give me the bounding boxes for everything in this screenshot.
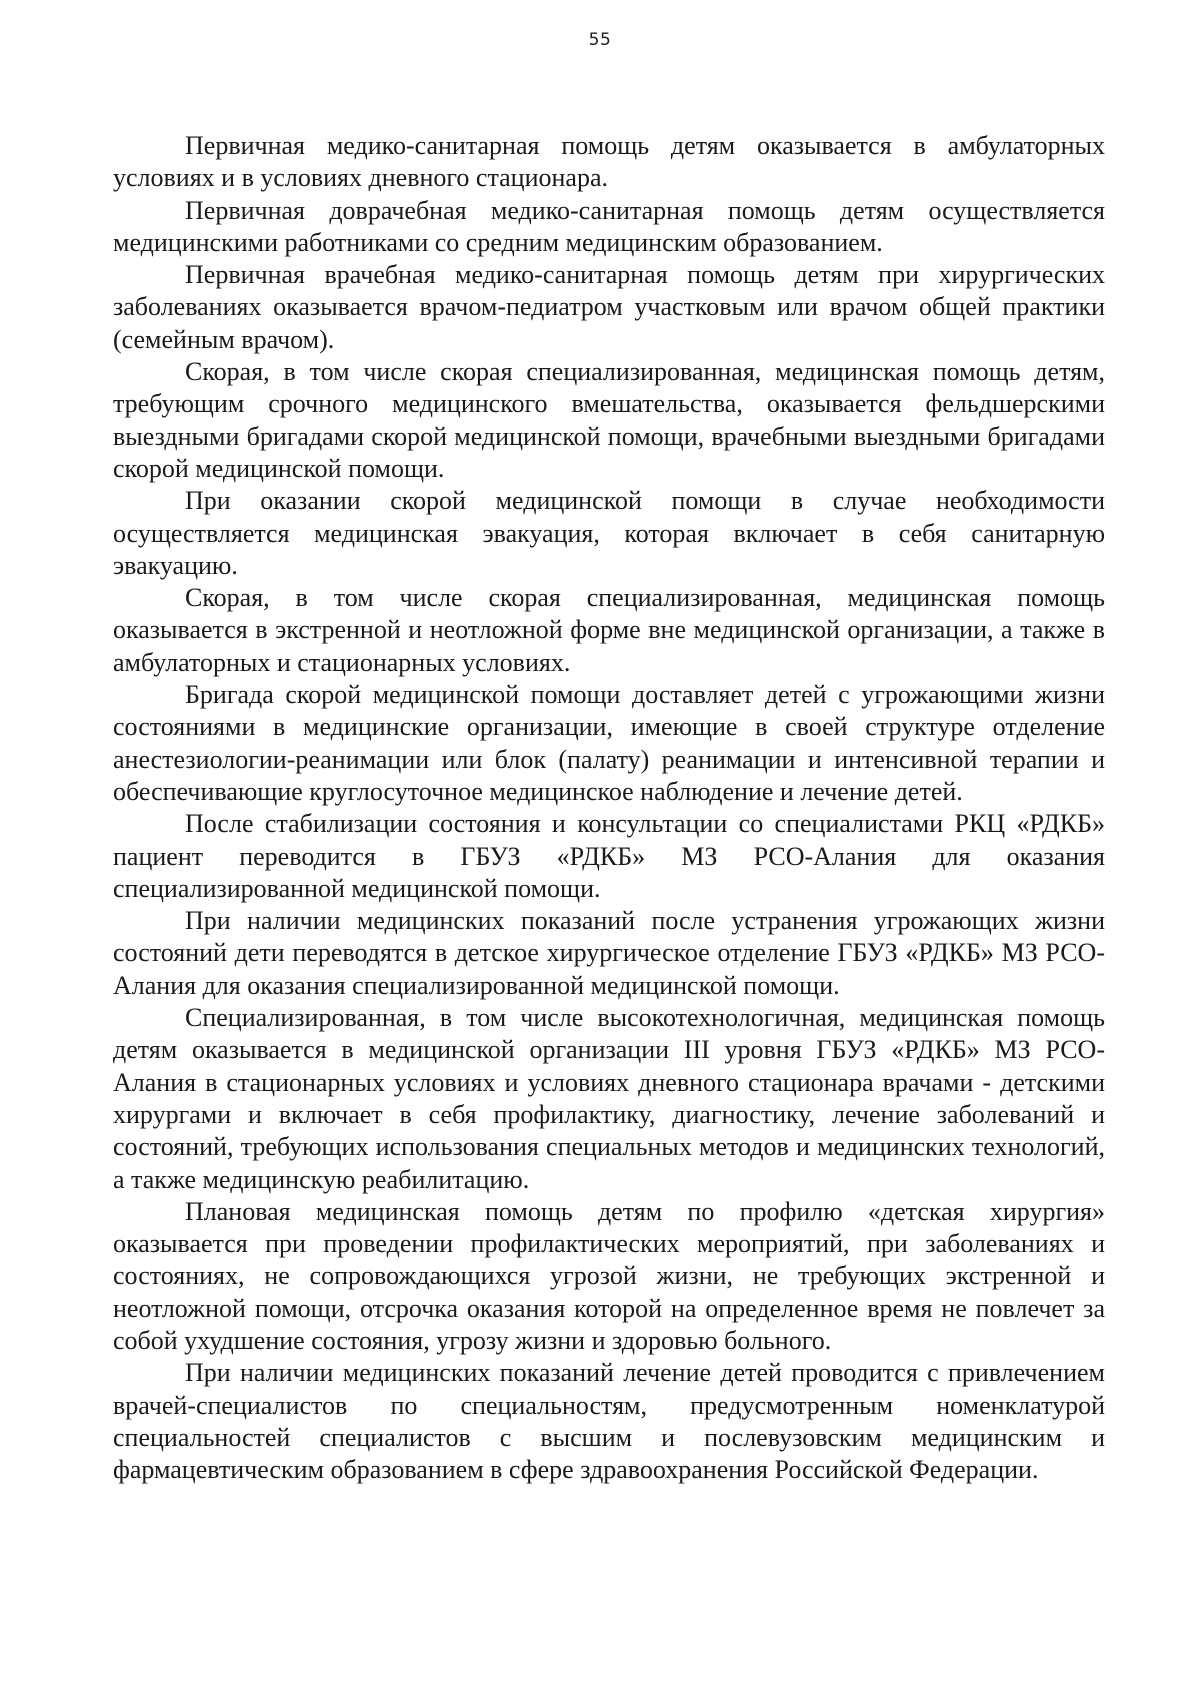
paragraph: Скорая, в том числе скорая специализированная, медицинская помощь детям, требующим срочного медицинского вмешательства, оказывается фельдшерскими выездными бригадами скорой медицинской помощи, врачебными выездными бригадами скорой медицинской помощи.: [113, 357, 1105, 483]
paragraph: Скорая, в том числе скорая специализированная, медицинская помощь оказывается в экстренной и неотложной форме вне медицинской организации, а также в амбулаторных и стационарных условиях.: [113, 583, 1105, 677]
paragraph: Плановая медицинская помощь детям по профилю «детская хирургия» оказывается при проведении профилактических мероприятий, при заболеваниях и состояниях, не сопровождающихся угрозой жизни, не требующих экстренной и неотложной помощи, отсрочка оказания которой на определенное время не повлечет за собой ухудшение состояния, угрозу жизни и здоровью больного.: [113, 1196, 1105, 1355]
paragraph: При наличии медицинских показаний лечение детей проводится с привлечением врачей-специалистов по специальностям, предусмотренным номенклатурой специальностей специалистов с высшим и послевузовским медицинским и фармацевтическим образованием в сфере здравоохранения Российской Федерации.: [113, 1358, 1105, 1485]
paragraph: Первичная врачебная медико-санитарная помощь детям при хирургических заболеваниях оказывается врачом-педиатром участковым или врачом общей практики (семейным врачом).: [113, 260, 1105, 354]
paragraph: После стабилизации состояния и консультации со специалистами РКЦ «РДКБ» пациент переводится в ГБУЗ «РДКБ» МЗ РСО-Алания для оказания специализированной медицинской помощи.: [113, 809, 1105, 903]
page-number: 55: [588, 30, 612, 50]
paragraph: При оказании скорой медицинской помощи в случае необходимости осуществляется медицинская эвакуация, которая включает в себя санитарную эвакуацию.: [113, 486, 1105, 580]
paragraph: Первичная доврачебная медико-санитарная помощь детям осуществляется медицинскими работниками со средним медицинским образованием.: [113, 195, 1105, 257]
paragraph: Специализированная, в том числе высокотехнологичная, медицинская помощь детям оказывается в медицинской организации III уровня ГБУЗ «РДКБ» МЗ РСО-Алания в стационарных условиях и условиях дневного стационара врачами - детскими хирургами и включает в себя профилактику, диагностику, лечение заболеваний и состояний, требующих использования специальных методов и медицинских технологий, а также медицинскую реабилитацию.: [113, 1003, 1105, 1194]
paragraph: При наличии медицинских показаний после устранения угрожающих жизни состояний дети переводятся в детское хирургическое отделение ГБУЗ «РДКБ» МЗ РСО-Алания для оказания специализированной медицинской помощи.: [113, 906, 1105, 1000]
body-text: [113, 130, 1105, 1486]
paragraph: Бригада скорой медицинской помощи доставляет детей с угрожающими жизни состояниями в медицинские организации, имеющие в своей структуре отделение анестезиологии-реанимации или блок (палату) реанимации и интенсивной терапии и обеспечивающие круглосуточное медицинское наблюдение и лечение детей.: [113, 680, 1105, 806]
paragraph: Первичная медико-санитарная помощь детям оказывается в амбулаторных условиях и в условиях дневного стационара.: [113, 131, 1105, 193]
